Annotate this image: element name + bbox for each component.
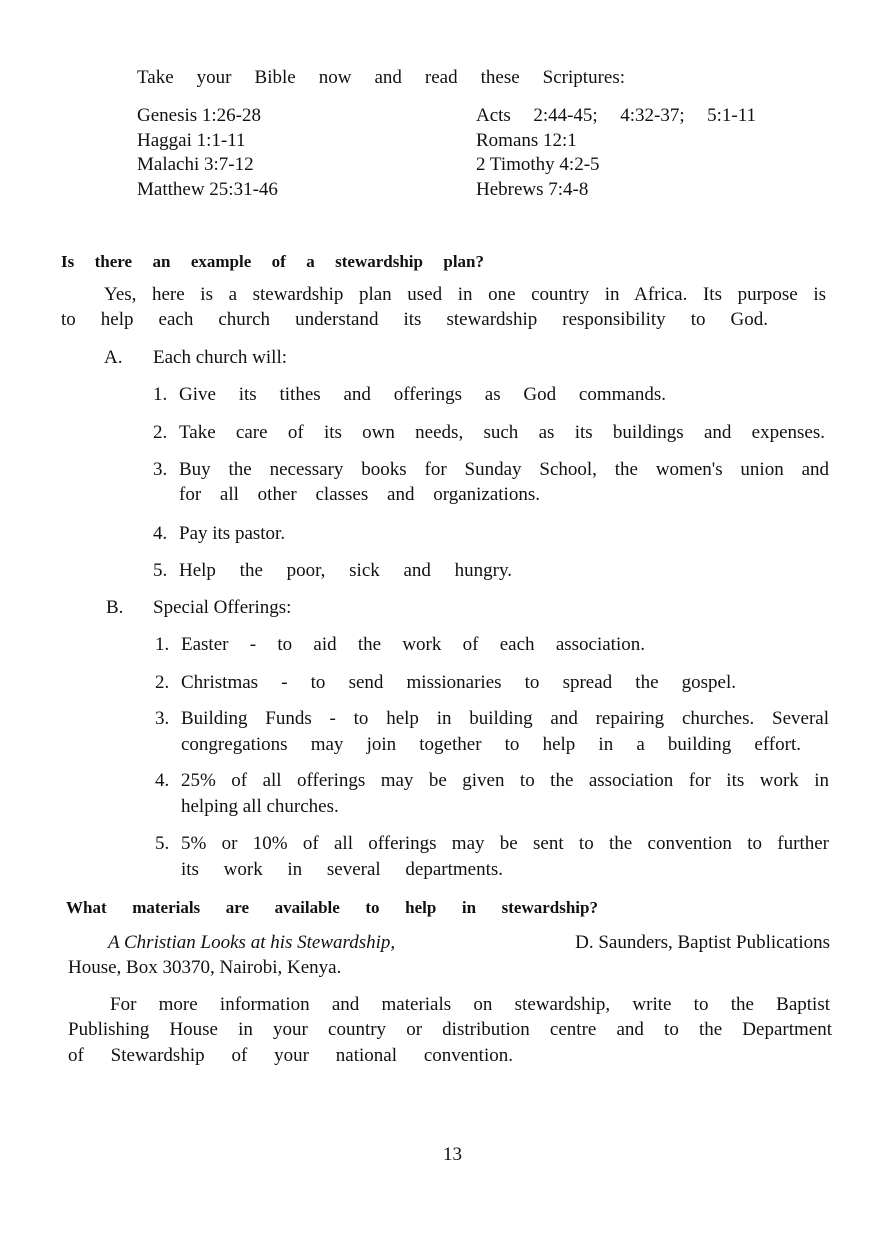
item-number: 4. (153, 523, 168, 544)
scripture-ref: Haggai 1:1-11 (137, 130, 246, 151)
intro-text: Take your Bible now and read these Scriptures: (137, 67, 625, 88)
list-item: 25% of all offerings may be given to the association for its work in (181, 770, 829, 791)
list-label: Special Offerings: (153, 597, 292, 618)
item-number: 3. (155, 708, 170, 729)
paragraph-line: of Stewardship of your national convention. (68, 1045, 513, 1066)
section-heading: What materials are available to help in stewardship? (66, 898, 598, 917)
item-number: 4. (155, 770, 170, 791)
list-item: Help the poor, sick and hungry. (179, 560, 512, 581)
list-item: Buy the necessary books for Sunday School, the women's union and (179, 459, 829, 480)
list-item: Give its tithes and offerings as God commands. (179, 384, 666, 405)
scripture-ref: Malachi 3:7-12 (137, 154, 254, 175)
paragraph-line: Yes, here is a stewardship plan used in one country in Africa. Its purpose is (104, 284, 826, 305)
reference-line: House, Box 30370, Nairobi, Kenya. (68, 957, 342, 978)
list-marker: A. (104, 347, 123, 368)
list-item: Easter - to aid the work of each association. (181, 634, 645, 655)
section-heading: Is there an example of a stewardship plan? (61, 252, 484, 271)
item-number: 5. (153, 560, 168, 581)
item-number: 1. (155, 634, 170, 655)
list-item: Building Funds - to help in building and repairing churches. Several (181, 708, 829, 729)
item-number: 3. (153, 459, 168, 480)
paragraph-line: Publishing House in your country or distribution centre and to the Department (68, 1019, 832, 1040)
list-item: Pay its pastor. (179, 523, 286, 544)
paragraph-line: For more information and materials on stewardship, write to the Baptist (110, 994, 830, 1015)
scripture-ref: 2 Timothy 4:2-5 (476, 154, 600, 175)
book-title: A Christian Looks at his Stewardship, (108, 932, 396, 953)
list-item: Take care of its own needs, such as its buildings and expenses. (179, 422, 825, 443)
list-item: 5% or 10% of all offerings may be sent to the convention to further (181, 833, 829, 854)
publisher: D. Saunders, Baptist Publications (575, 932, 830, 953)
item-number: 2. (155, 672, 170, 693)
item-number: 2. (153, 422, 168, 443)
paragraph-line: to help each church understand its stewardship responsibility to God. (61, 309, 768, 330)
list-item: congregations may join together to help in a building effort. (181, 734, 801, 755)
list-item: its work in several departments. (181, 859, 503, 880)
list-item: Christmas - to send missionaries to spread the gospel. (181, 672, 736, 693)
scripture-ref: Romans 12:1 (476, 130, 577, 151)
list-item: for all other classes and organizations. (179, 484, 540, 505)
list-item: helping all churches. (181, 796, 339, 817)
item-number: 5. (155, 833, 170, 854)
page-number: 13 (443, 1144, 462, 1165)
scripture-ref: Hebrews 7:4-8 (476, 179, 589, 200)
list-marker: B. (106, 597, 124, 618)
scripture-ref: Acts 2:44-45; 4:32-37; 5:1-11 (476, 105, 756, 126)
list-label: Each church will: (153, 347, 288, 368)
reference-line (108, 932, 830, 954)
scripture-ref: Genesis 1:26-28 (137, 105, 262, 126)
item-number: 1. (153, 384, 168, 405)
scripture-ref: Matthew 25:31-46 (137, 179, 278, 200)
